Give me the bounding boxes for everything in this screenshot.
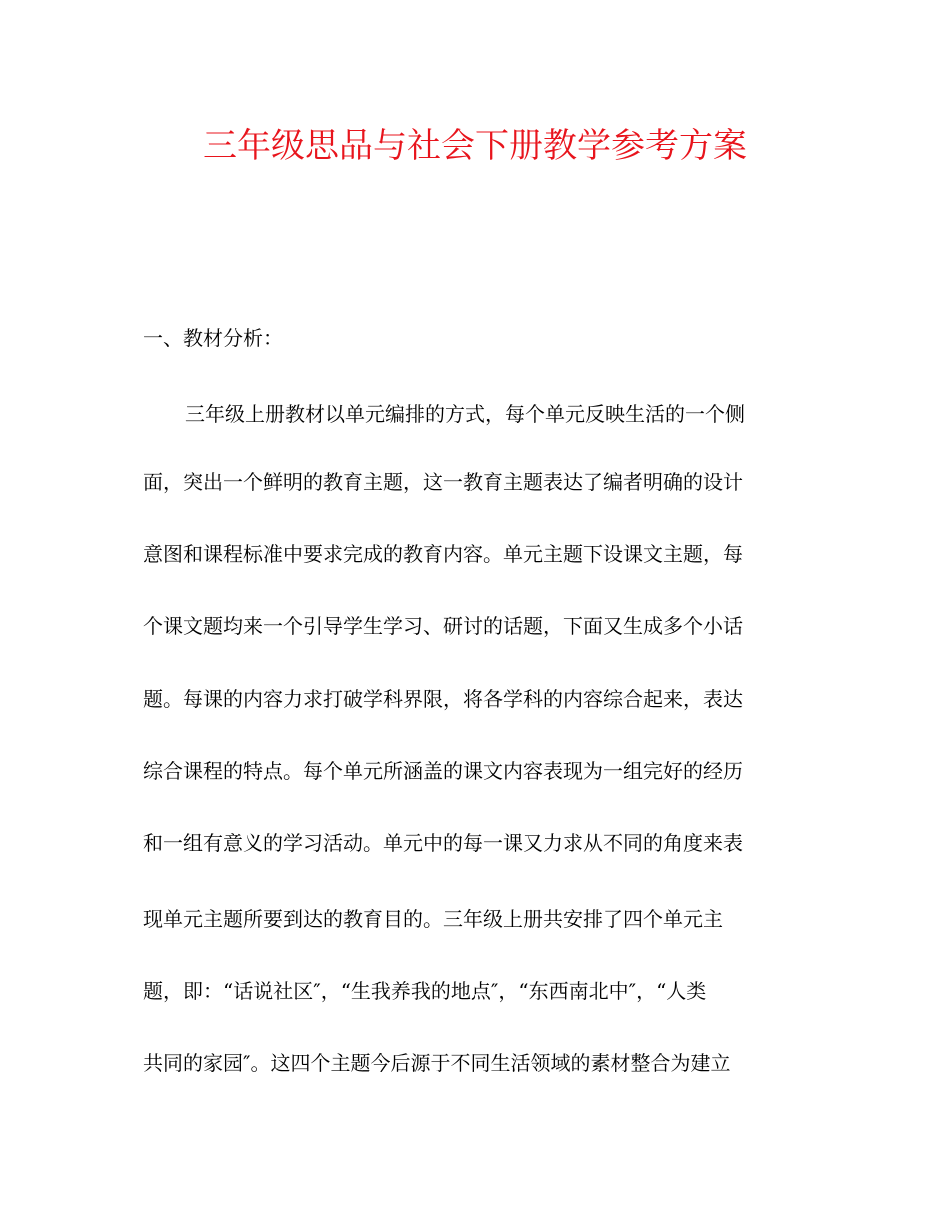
- paragraph-line: 和一组有意义的学习活动。单元中的每一课又力求从不同的角度来表: [143, 831, 743, 855]
- paragraph-line: 综合课程的特点。每个单元所涵盖的课文内容表现为一组完好的经历: [143, 759, 743, 783]
- paragraph-line: 意图和课程标准中要求完成的教育内容。单元主题下设课文主题，每: [143, 542, 743, 566]
- section-heading: 一、教材分析：: [143, 326, 283, 350]
- paragraph-line: 题，即：“话说社区″，“生我养我的地点″，“东西南北中″，“人类: [143, 979, 707, 1003]
- paragraph-line: 共同的家园″。这四个主题今后源于不同生活领域的素材整合为建立: [143, 1051, 731, 1075]
- document-title: 三年级思品与社会下册教学参考方案: [203, 126, 747, 166]
- paragraph-line: 个课文题均来一个引导学生学习、研讨的话题，下面又生成多个小话: [143, 614, 743, 638]
- paragraph-line: 现单元主题所要到达的教育目的。三年级上册共安排了四个单元主: [143, 907, 723, 931]
- paragraph-line: 面，突出一个鲜明的教育主题，这一教育主题表达了编者明确的设计: [143, 470, 743, 494]
- paragraph-line: 题。每课的内容力求打破学科界限，将各学科的内容综合起来，表达: [143, 687, 743, 711]
- paragraph-line: 三年级上册教材以单元编排的方式，每个单元反映生活的一个侧: [185, 402, 745, 426]
